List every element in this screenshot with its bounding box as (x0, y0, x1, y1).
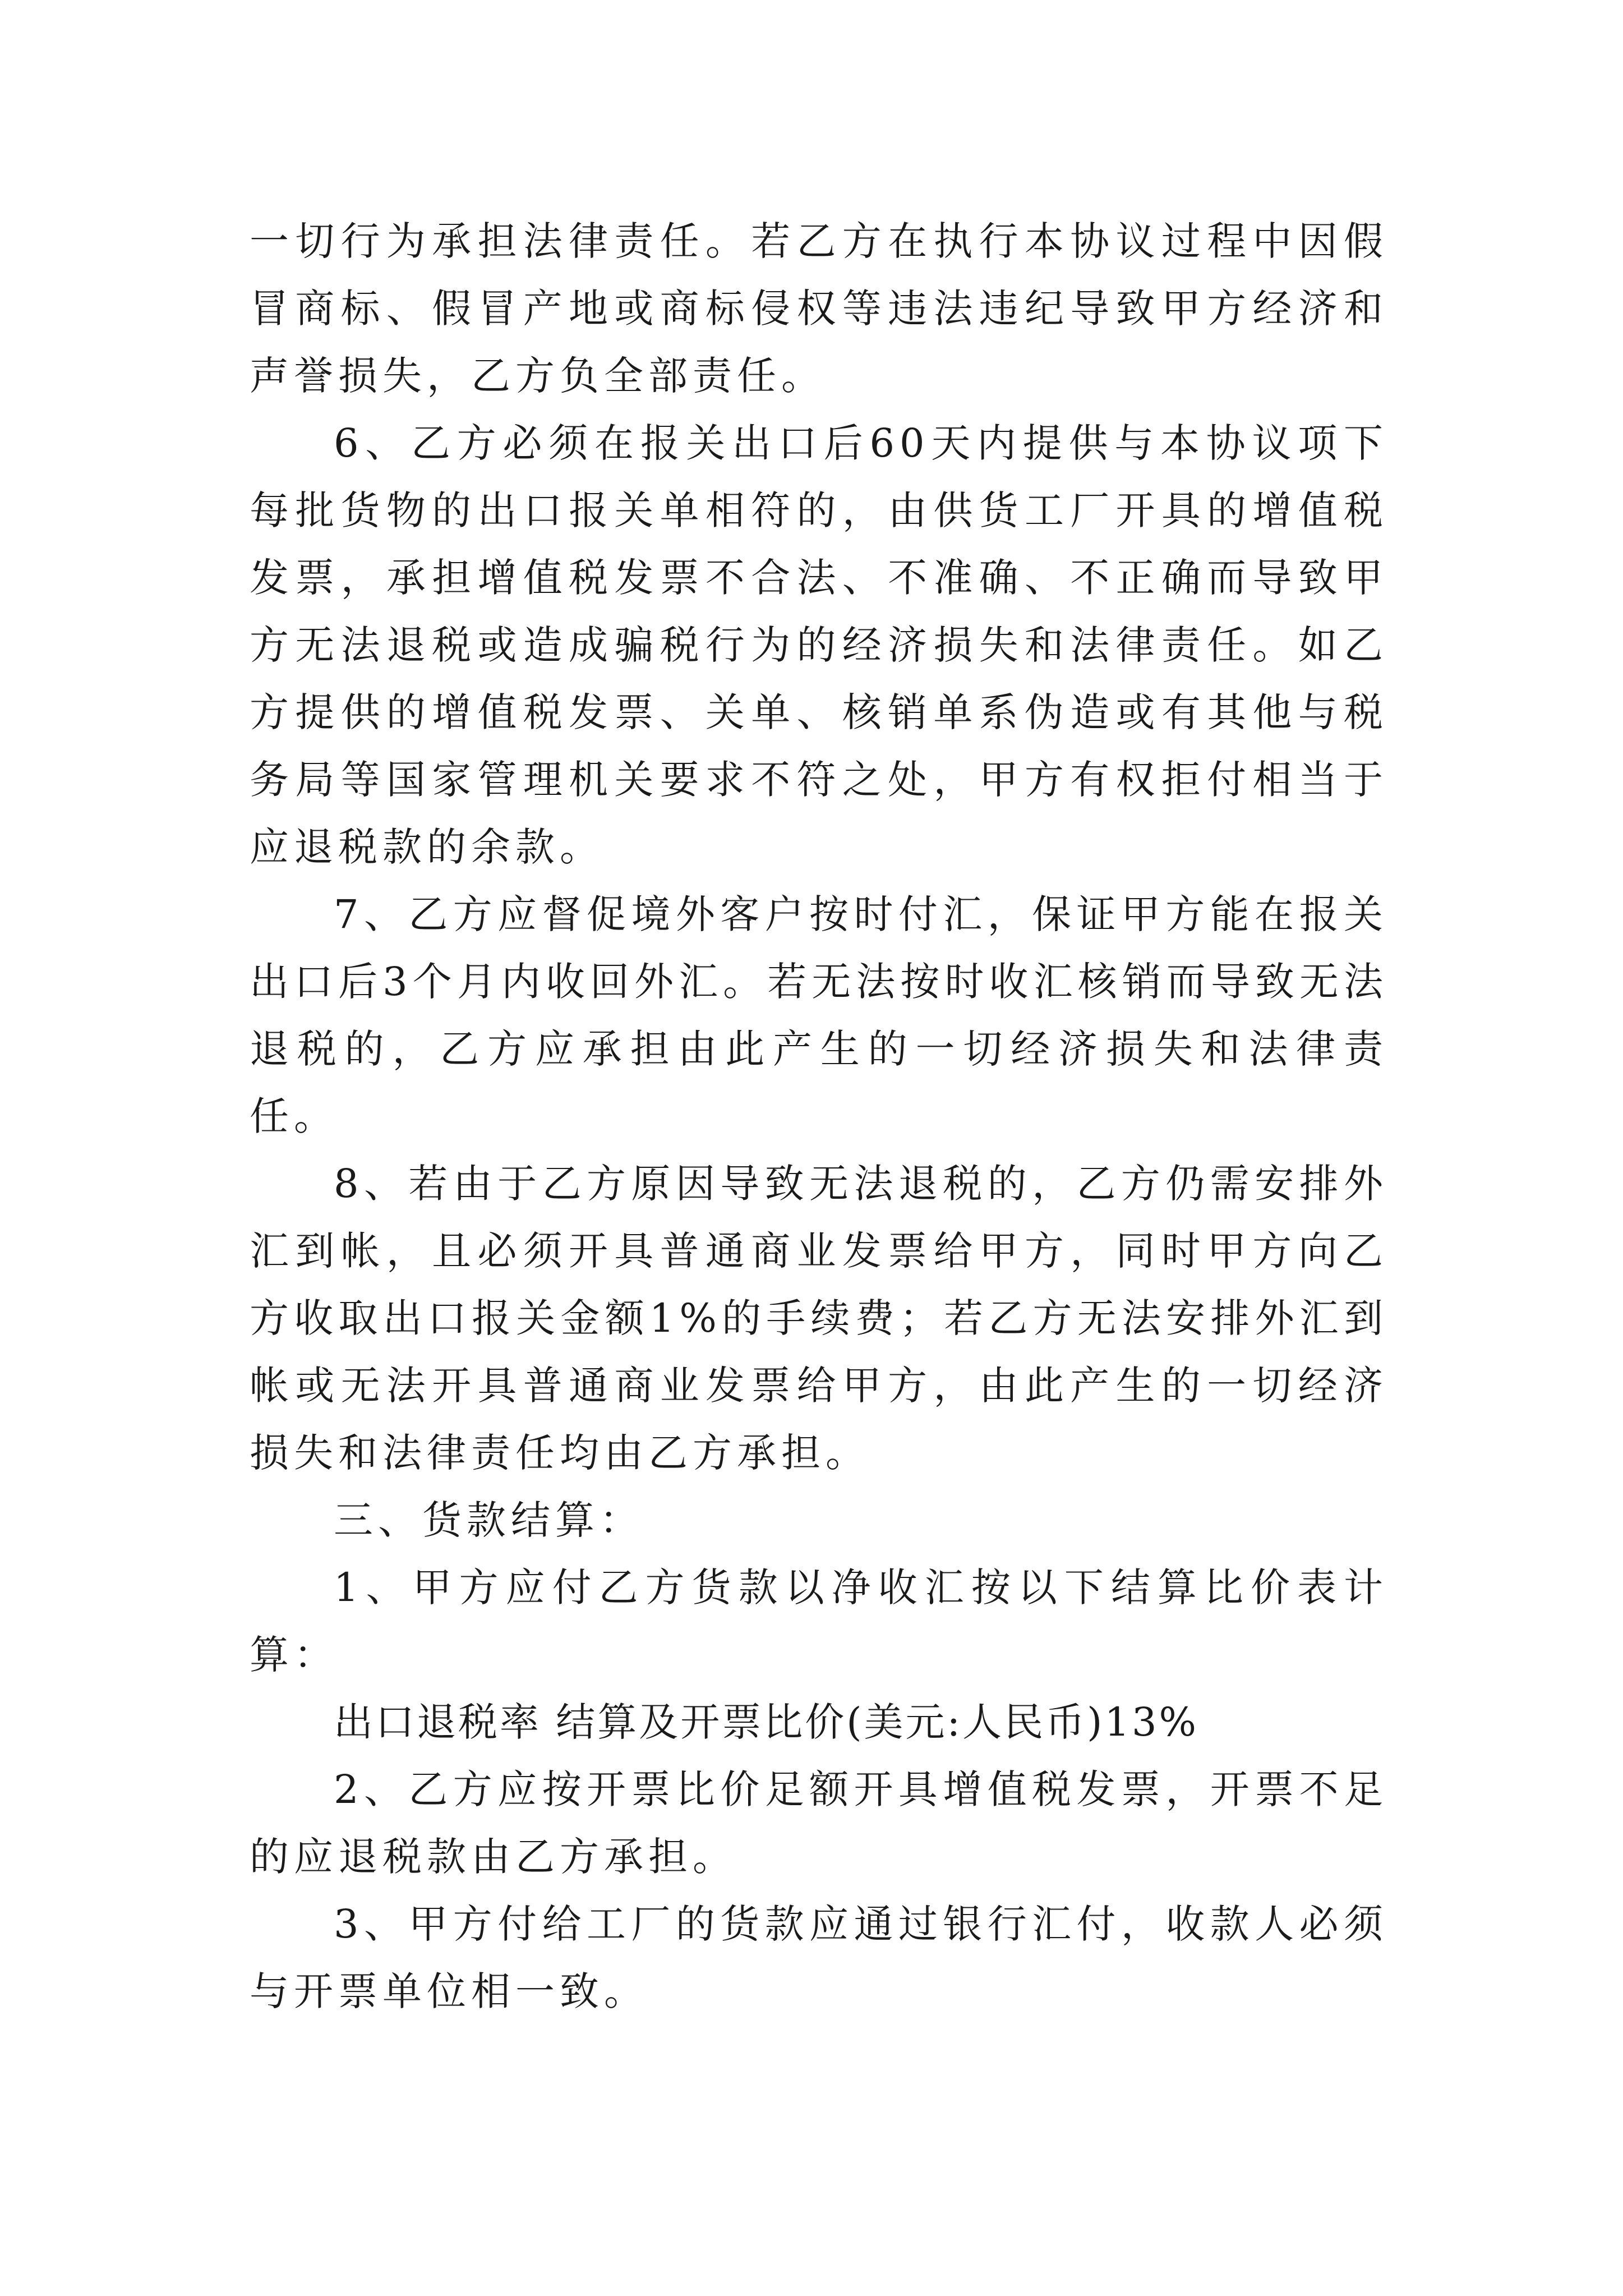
paragraph-continuation: 一切行为承担法律责任。若乙方在执行本协议过程中因假冒商标、假冒产地或商标侵权等违法违纪导致甲方经济和声誉损失，乙方负全部责任。 (250, 218, 1388, 399)
paragraph-clause-7: 7、乙方应督促境外客户按时付汇，保证甲方能在报关出口后3个月内收回外汇。若无法按时收汇核销而导致无法退税的，乙方应承担由此产生的一切经济损失和法律责任。 (250, 891, 1388, 1139)
rate-table-line: 出口退税率 结算及开票比价(美元:人民币)13% (334, 1699, 1199, 1745)
paragraph-payment-2: 2、乙方应按开票比价足额开具增值税发票，开票不足的应退税款由乙方承担。 (250, 1766, 1388, 1880)
paragraph-payment-1: 1、甲方应付乙方货款以净收汇按以下结算比价表计算： (250, 1565, 1388, 1678)
paragraph-clause-8: 8、若由于乙方原因导致无法退税的，乙方仍需安排外汇到帐，且必须开具普通商业发票给甲方，同时甲方向乙方收取出口报关金额1%的手续费；若乙方无法安排外汇到帐或无法开具普通商业发票给甲方，由此产生的一切经济损失和法律责任均由乙方承担。 (250, 1161, 1388, 1476)
paragraph-clause-6: 6、乙方必须在报关出口后60天内提供与本协议项下每批货物的出口报关单相符的，由供货工厂开具的增值税发票，承担增值税发票不合法、不准确、不正确而导致甲方无法退税或造成骗税行为的经济损失和法律责任。如乙方提供的增值税发票、关单、核销单系伪造或有其他与税务局等国家管理机关要求不符之处，甲方有权拒付相当于应退税款的余款。 (250, 420, 1388, 870)
section-heading-payment: 三、货款结算： (334, 1497, 644, 1543)
document-body (250, 208, 1388, 2025)
paragraph-payment-3: 3、甲方付给工厂的货款应通过银行汇付，收款人必须与开票单位相一致。 (250, 1901, 1388, 2014)
